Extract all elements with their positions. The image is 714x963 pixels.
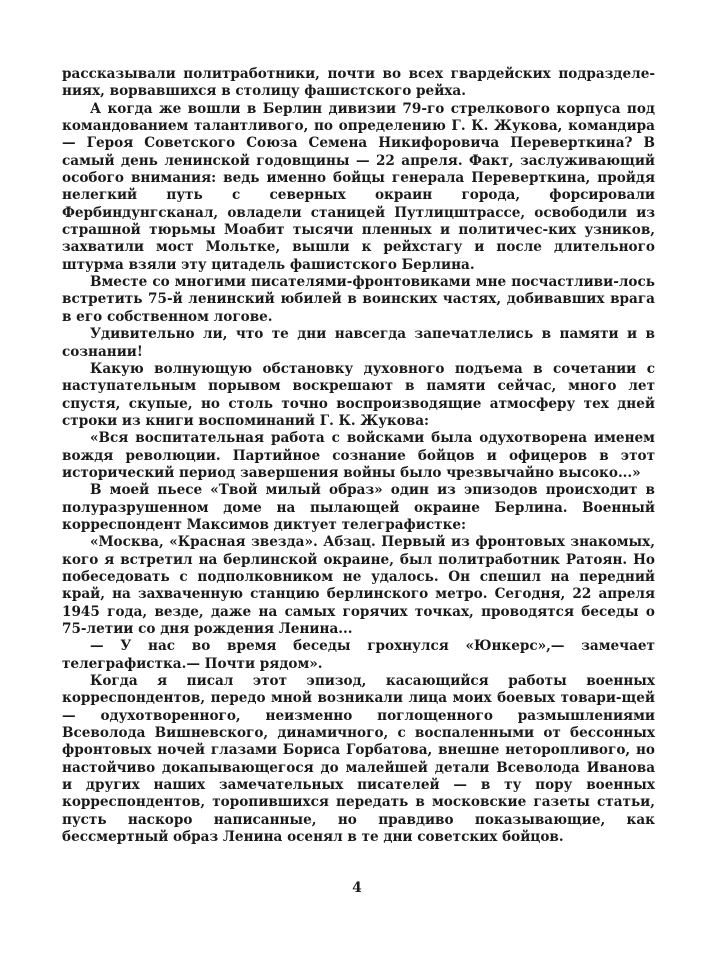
paragraph-3: Вместе со многими писателями-фронтовиками мне посчастливи-лось встретить 75-й ленинский юбилей в воинских частях, добивавших врага в его собственном логове. xyxy=(62,274,655,325)
paragraph-10: Когда я писал этот эпизод, касающийся работы военных корреспондентов, передо мной возникали лица моих боевых товари-щей — одухотворенного, неизменно поглощенного размышлениями Всеволода Вишневского, динамичного, с воспаленными от бессонных фронтовых ночей глазами Бориса Горбатова, внешне неторопливого, но настойчиво докапывающегося до малейшей детали Всеволода Иванова и других наших замечательных писателей — в ту пору военных корреспондентов, торопившихся передать в московские газеты статьи, пусть наскоро написанные, но правдиво показывающие, как бессмертный образ Ленина осенял в те дни советских бойцов. xyxy=(62,673,655,846)
paragraph-7: В моей пьесе «Твой милый образ» один из эпизодов происходит в полуразрушенном доме на пылающей окраине Берлина. Военный корреспондент Максимов диктует телеграфистке: xyxy=(62,482,655,533)
paragraph-2: А когда же вошли в Берлин дивизии 79-го стрелкового корпуса под командованием талантливого, по определению Г. К. Жукова, командира — Героя Советского Союза Семена Никифоровича Переверткина? В самый день ленинской годовщины — 22 апреля. Факт, заслуживающий особого внимания: ведь именно бойцы генерала Переверткина, пройдя нелегкий путь с северных окраин города, форсировали Фербиндунгсканал, овладели станицей Путлицштрассе, освободили из страшной тюрьмы Моабит тысячи пленных и политичес-ких узников, захватили мост Мольтке, вышли к рейхстагу и после длительного штурма взяли эту цитадель фашистского Берлина. xyxy=(62,100,655,273)
dialogue-line: — У нас во время беседы грохнулся «Юнкерс»,— замечает телеграфистка.— Почти рядом». xyxy=(62,638,655,672)
paragraph-4: Удивительно ли, что те дни навсегда запечатлелись в памяти и в сознании! xyxy=(62,326,655,360)
paragraph-1: рассказывали политработники, почти во всех гвардейских подразделе-ниях, ворвавшихся в столицу фашистского рейха. xyxy=(62,66,655,100)
page-body xyxy=(62,66,655,846)
quote-zhukov: «Вся воспитательная работа с войсками была одухотворена именем вождя революции. Партийное сознание бойцов и офицеров в этот исторический период завершения войны было чрезвычайно высоко...» xyxy=(62,430,655,481)
paragraph-5: Какую волнующую обстановку духовного подъема в сочетании с наступательным порывом воскрешают в памяти сейчас, много лет спустя, скупые, но столь точно воспроизводящие атмосферу тех дней строки из книги воспоминаний Г. К. Жукова: xyxy=(62,360,655,429)
quote-dispatch: «Москва, «Красная звезда». Абзац. Первый из фронтовых знакомых, кого я встретил на берлинской окраине, был политработник Ратоян. Но побеседовать с подполковником не удалось. Он спешил на передний край, на захваченную станцию берлинского метро. Сегодня, 22 апреля 1945 года, везде, даже на самых горячих точках, проводятся беседы о 75-летии со дня рождения Ленина... xyxy=(62,534,655,637)
page-number: 4 xyxy=(352,880,362,896)
